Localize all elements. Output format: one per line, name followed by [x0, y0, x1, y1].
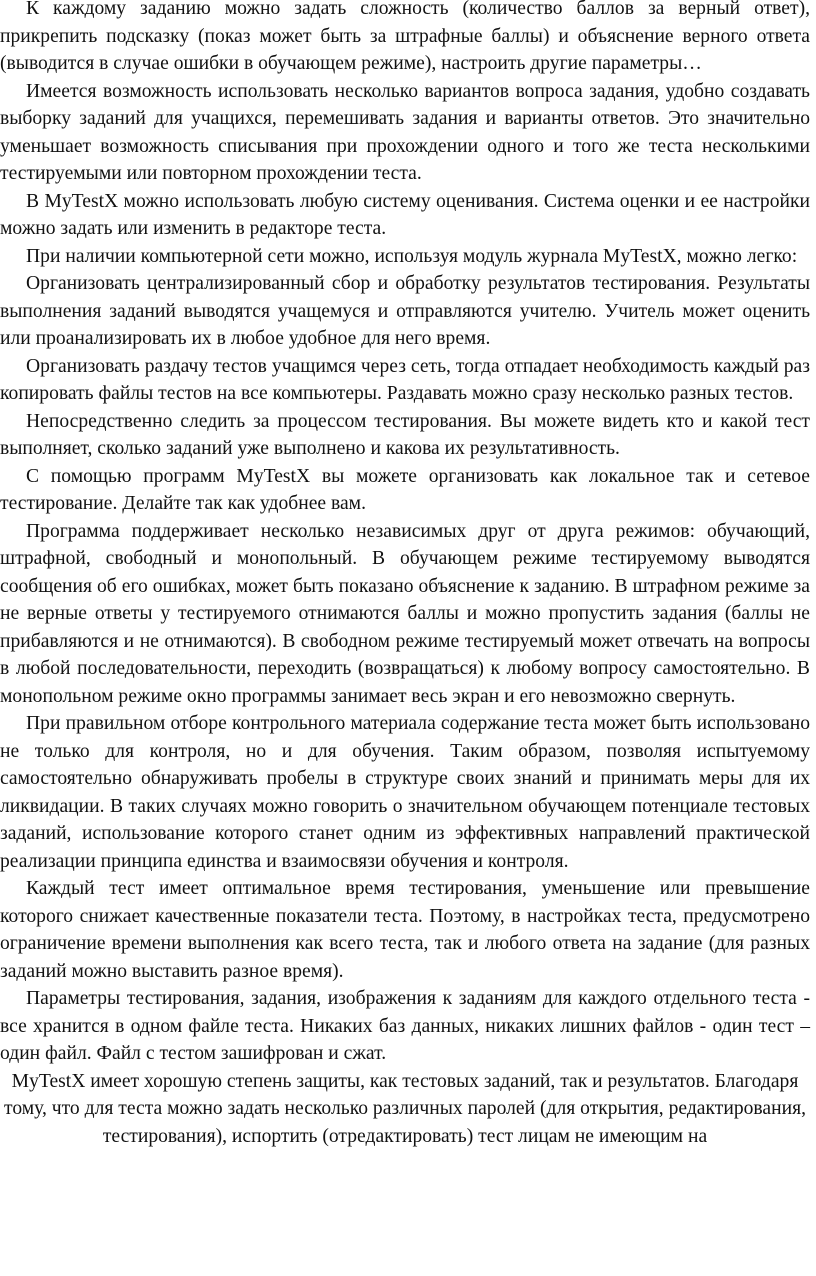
paragraph-test-distribution: Организовать раздачу тестов учащимся через сеть, тогда отпадает необходимость каждый раз копировать файлы тестов на все компьютеры. Раздавать можно сразу несколько разных тестов.: [0, 355, 810, 404]
paragraph-network-intro: При наличии компьютерной сети можно, используя модуль журнала MyTestX, можно легко:: [26, 245, 798, 267]
paragraph-task-settings: К каждому заданию можно задать сложность (количество баллов за верный ответ), прикрепить подсказку (показ может быть за штрафные баллы) и объяснение верного ответа (выводится в случае ошибки в обучающем режиме), настроить другие параметры…: [0, 0, 810, 74]
paragraph-modes: Программа поддерживает несколько независимых друг от друга режимов: обучающий, штрафной, свободный и монопольный. В обучающем режиме тестируемому выводятся сообщения об его ошибках, может быть показано объяснение к заданию. В штрафном режиме за не верные ответы у тестируемого отнимаются баллы и можно пропустить задания (баллы не прибавляются и не отнимаются). В свободном режиме тестируемый может отвечать на вопросы в любой последовательности, переходить (возвращаться) к любому вопросу самостоятельно. В монопольном режиме окно программы занимает весь экран и его невозможно свернуть.: [0, 520, 810, 707]
paragraph-grading-system: В MyTestX можно использовать любую систему оценивания. Система оценки и ее настройки можно задать или изменить в редакторе теста.: [0, 190, 810, 239]
paragraph-time-limit: Каждый тест имеет оптимальное время тестирования, уменьшение или превышение которого снижает качественные показатели теста. Поэтому, в настройках теста, предусмотрено ограничение времени выполнения как всего теста, так и любого ответа на задание (для разных заданий можно выставить разное время).: [0, 878, 810, 982]
paragraph-local-network-testing: С помощью программ MyTestX вы можете организовать как локальное так и сетевое тестирование. Делайте так как удобнее вам.: [0, 465, 810, 514]
paragraph-protection: MyTestX имеет хорошую степень защиты, как тестовых заданий, так и результатов. Благодаря тому, что для теста можно задать несколько различных паролей (для открытия, редактирования, тестирования), испортить (отредактировать) тест лицам не имеющим на: [4, 1070, 806, 1147]
paragraph-question-variants: Имеется возможность использовать несколько вариантов вопроса задания, удобно создавать выборку заданий для учащихся, перемешивать задания и варианты ответов. Это значительно уменьшает возможность списывания при прохождении одного и того же теста несколькими тестируемыми или повторном прохождении теста.: [0, 80, 810, 184]
paragraph-centralized-results: Организовать централизированный сбор и обработку результатов тестирования. Результаты выполнения заданий выводятся учащемуся и отправляются учителю. Учитель может оценить или проанализировать их в любое удобное для него время.: [0, 273, 810, 349]
paragraph-monitoring: Непосредственно следить за процессом тестирования. Вы можете видеть кто и какой тест выполняет, сколько заданий уже выполнено и какова их результативность.: [0, 410, 810, 459]
paragraph-learning-potential: При правильном отборе контрольного материала содержание теста может быть использовано не только для контроля, но и для обучения. Таким образом, позволяя испытуемому самостоятельно обнаруживать пробелы в структуре своих знаний и принимать меры для их ликвидации. В таких случаях можно говорить о значительном обучающем потенциале тестовых заданий, использование которого станет одним из эффективных направлений практической реализации принципа единства и взаимосвязи обучения и контроля.: [0, 713, 810, 872]
paragraph-single-file: Параметры тестирования, задания, изображения к заданиям для каждого отдельного теста - все хранится в одном файле теста. Никаких баз данных, никаких лишних файлов - один тест – один файл. Файл с тестом зашифрован и сжат.: [0, 988, 810, 1064]
